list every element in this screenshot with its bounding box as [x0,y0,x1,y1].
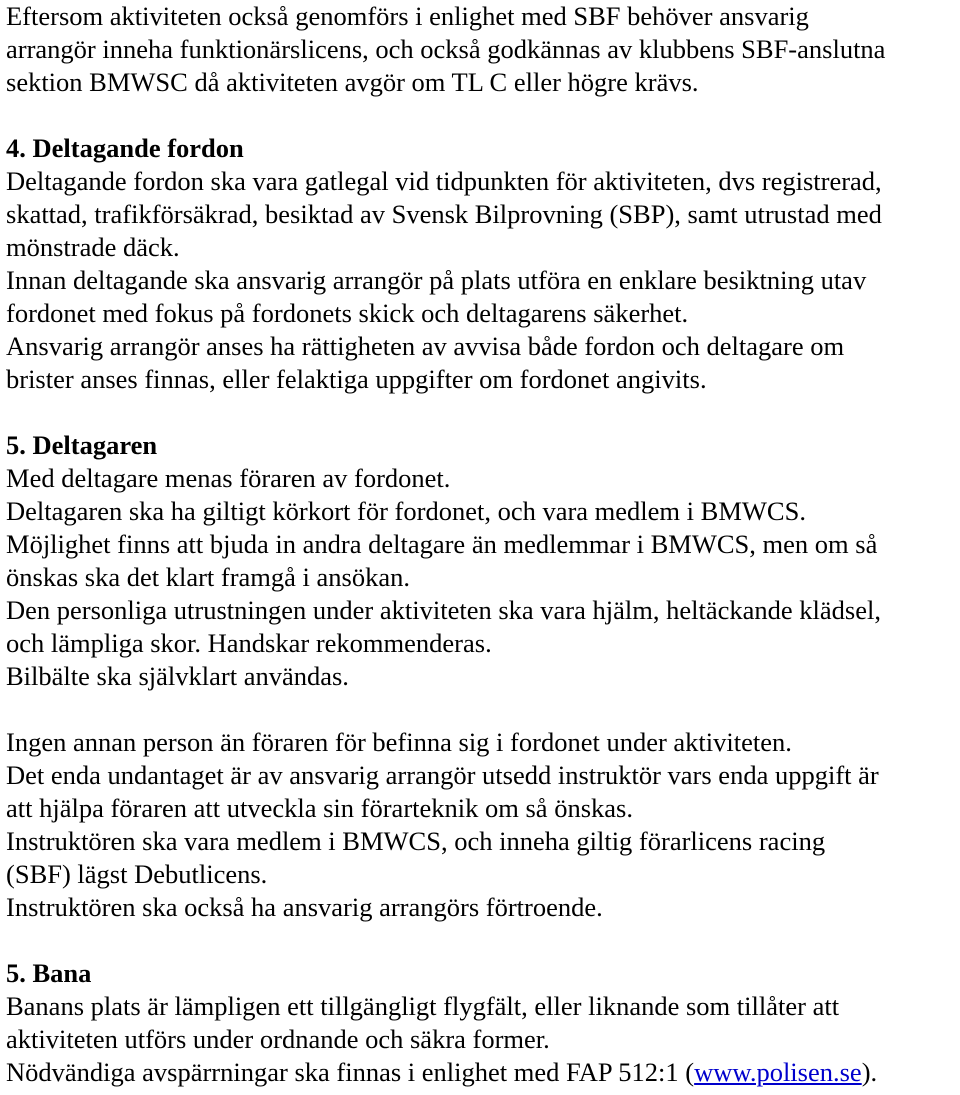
polisen-link[interactable]: www.polisen.se [694,1057,862,1087]
text-line: sektion BMWSC då aktiviteten avgör om TL C eller högre krävs. [6,67,699,97]
text-line: Ingen annan person än föraren för befinna sig i fordonet under aktiviteten. [6,727,792,757]
text-line: Instruktören ska också ha ansvarig arrangörs förtroende. [6,892,603,922]
section-heading: 4. Deltagande fordon [6,133,244,163]
text-line: och lämpliga skor. Handskar rekommenderas. [6,628,492,658]
text-line: Med deltagare menas föraren av fordonet. [6,463,451,493]
text-line: Deltagande fordon ska vara gatlegal vid tidpunkten för aktiviteten, dvs registrerad, [6,166,882,196]
spacer [6,99,954,132]
section-deltagande-fordon [6,132,954,396]
section-deltagaren [6,429,954,924]
text-line: Den personliga utrustningen under aktiviteten ska vara hjälm, heltäckande klädsel, [6,595,881,625]
section-heading: 5. Bana [6,958,92,988]
text-line: (SBF) lägst Debutlicens. [6,859,268,889]
intro-paragraph [6,0,954,99]
text-line: fordonet med fokus på fordonets skick och deltagarens säkerhet. [6,298,689,328]
text-line: brister anses finnas, eller felaktiga uppgifter om fordonet angivits. [6,364,707,394]
text-line: arrangör inneha funktionärslicens, och också godkännas av klubbens SBF-anslutna [6,34,886,64]
spacer [6,396,954,429]
text-line: Eftersom aktiviteten också genomförs i enlighet med SBF behöver ansvarig [6,1,809,31]
text-line: Banans plats är lämpligen ett tillgängligt flygfält, eller liknande som tillåter att [6,991,840,1021]
text-line: att hjälpa föraren att utveckla sin förarteknik om så önskas. [6,793,633,823]
text-line: Ansvarig arrangör anses ha rättigheten av avvisa både fordon och deltagare om [6,331,845,361]
section-heading: 5. Deltagaren [6,430,158,460]
text-fragment: Nödvändiga avspärrningar ska finnas i enlighet med FAP 512:1 ( [6,1057,695,1087]
text-line: Det enda undantaget är av ansvarig arrangör utsedd instruktör vars enda uppgift är [6,760,879,790]
text-line: Deltagaren ska ha giltigt körkort för fordonet, och vara medlem i BMWCS. [6,496,806,526]
section-bana [6,957,954,1089]
text-line: aktiviteten utförs under ordnande och säkra former. [6,1024,550,1054]
text-line: Innan deltagande ska ansvarig arrangör på plats utföra en enklare besiktning utav [6,265,867,295]
text-fragment: ). [861,1057,878,1087]
text-line: Instruktören ska vara medlem i BMWCS, och inneha giltig förarlicens racing [6,826,826,856]
text-line: önskas ska det klart framgå i ansökan. [6,562,411,592]
spacer [6,693,954,726]
text-line: Bilbälte ska självklart användas. [6,661,349,691]
text-line: mönstrade däck. [6,232,180,262]
text-line: skattad, trafikförsäkrad, besiktad av Svensk Bilprovning (SBP), samt utrustad med [6,199,882,229]
spacer [6,924,954,957]
text-line: Möjlighet finns att bjuda in andra deltagare än medlemmar i BMWCS, men om så [6,529,878,559]
text-line-with-link [6,1056,954,1089]
